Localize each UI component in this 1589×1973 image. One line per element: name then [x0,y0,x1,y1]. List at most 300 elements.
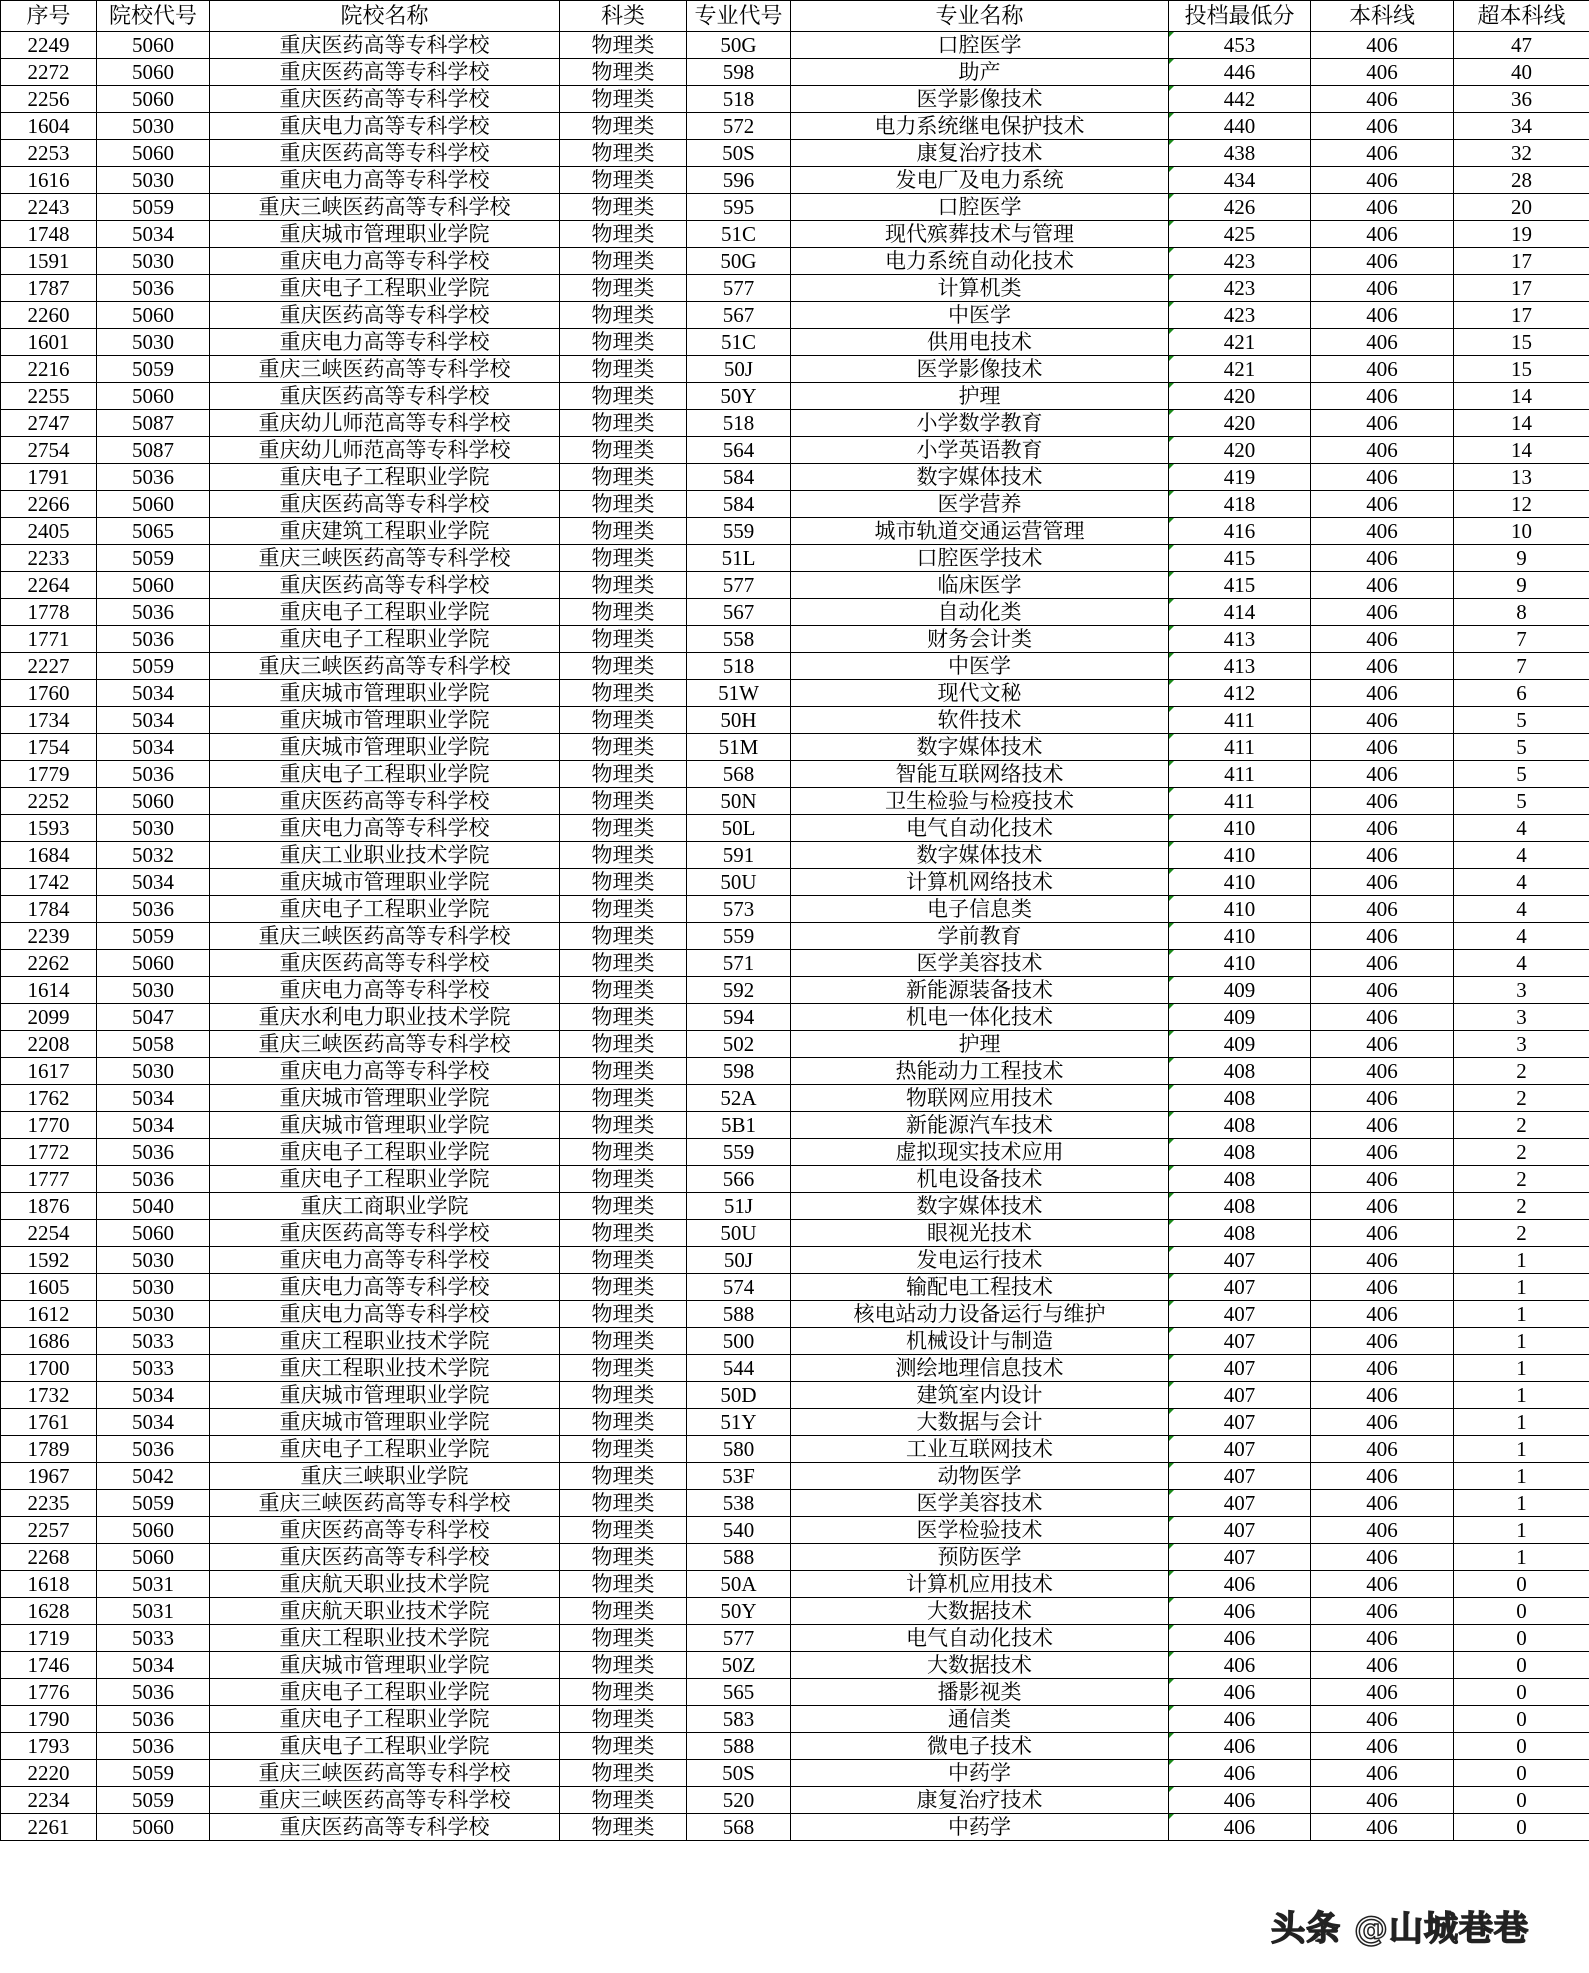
cell-above-cutoff: 9 [1454,572,1589,599]
cell-major-name: 软件技术 [791,707,1169,734]
cell-major-name: 康复治疗技术 [791,140,1169,167]
cell-min-score: 408 [1169,1058,1311,1085]
cell-category: 物理类 [560,1760,687,1787]
cell-category: 物理类 [560,1004,687,1031]
cell-above-cutoff: 3 [1454,1004,1589,1031]
cell-above-cutoff: 0 [1454,1814,1589,1841]
cell-school-name: 重庆电力高等专科学校 [210,1301,560,1328]
cell-min-score: 423 [1169,302,1311,329]
cell-major-name: 数字媒体技术 [791,464,1169,491]
cell-category: 物理类 [560,1274,687,1301]
cell-school-code: 5034 [97,707,210,734]
cell-min-score: 410 [1169,923,1311,950]
cell-category: 物理类 [560,1733,687,1760]
cell-school-code: 5042 [97,1463,210,1490]
cell-school-name: 重庆三峡医药高等专科学校 [210,1490,560,1517]
cell-major-code: 5B1 [687,1112,791,1139]
table-row [1,1301,1589,1328]
table-row [1,194,1589,221]
cell-school-code: 5030 [97,329,210,356]
cell-category: 物理类 [560,815,687,842]
cell-school-name: 重庆水利电力职业技术学院 [210,1004,560,1031]
table-row [1,653,1589,680]
cell-school-name: 重庆三峡医药高等专科学校 [210,545,560,572]
cell-school-name: 重庆医药高等专科学校 [210,1814,560,1841]
cell-major-code: 577 [687,1625,791,1652]
cell-seq: 1760 [1,680,97,707]
cell-category: 物理类 [560,1220,687,1247]
cell-category: 物理类 [560,653,687,680]
table-row [1,329,1589,356]
cell-school-code: 5036 [97,464,210,491]
cell-seq: 2262 [1,950,97,977]
cell-category: 物理类 [560,707,687,734]
cell-major-code: 584 [687,464,791,491]
cell-cutoff-line: 406 [1311,869,1454,896]
cell-min-score: 411 [1169,788,1311,815]
cell-cutoff-line: 406 [1311,248,1454,275]
cell-major-code: 51M [687,734,791,761]
cell-category: 物理类 [560,572,687,599]
cell-min-score: 406 [1169,1706,1311,1733]
cell-major-name: 中药学 [791,1814,1169,1841]
cell-school-code: 5059 [97,923,210,950]
cell-min-score: 442 [1169,86,1311,113]
cell-major-code: 567 [687,302,791,329]
cell-school-name: 重庆医药高等专科学校 [210,1544,560,1571]
cell-above-cutoff: 0 [1454,1787,1589,1814]
cell-cutoff-line: 406 [1311,761,1454,788]
table-row [1,356,1589,383]
cell-school-name: 重庆城市管理职业学院 [210,734,560,761]
cell-above-cutoff: 2 [1454,1166,1589,1193]
cell-category: 物理类 [560,1544,687,1571]
cell-category: 物理类 [560,1409,687,1436]
cell-category: 物理类 [560,1652,687,1679]
cell-seq: 2257 [1,1517,97,1544]
cell-above-cutoff: 3 [1454,1031,1589,1058]
cell-above-cutoff: 4 [1454,923,1589,950]
cell-min-score: 407 [1169,1274,1311,1301]
table-row [1,977,1589,1004]
cell-cutoff-line: 406 [1311,1733,1454,1760]
cell-min-score: 440 [1169,113,1311,140]
cell-major-code: 500 [687,1328,791,1355]
cell-category: 物理类 [560,950,687,977]
cell-above-cutoff: 1 [1454,1355,1589,1382]
table-row [1,1787,1589,1814]
cell-category: 物理类 [560,464,687,491]
cell-school-code: 5032 [97,842,210,869]
cell-min-score: 426 [1169,194,1311,221]
cell-major-name: 电气自动化技术 [791,815,1169,842]
cell-major-code: 583 [687,1706,791,1733]
cell-major-code: 50G [687,32,791,59]
cell-seq: 1779 [1,761,97,788]
cell-min-score: 446 [1169,59,1311,86]
cell-major-code: 50Z [687,1652,791,1679]
cell-above-cutoff: 5 [1454,761,1589,788]
cell-category: 物理类 [560,275,687,302]
cell-cutoff-line: 406 [1311,383,1454,410]
cell-school-code: 5030 [97,248,210,275]
cell-school-name: 重庆城市管理职业学院 [210,1085,560,1112]
cell-category: 物理类 [560,1166,687,1193]
cell-above-cutoff: 5 [1454,734,1589,761]
cell-school-name: 重庆电子工程职业学院 [210,275,560,302]
cell-major-name: 机电设备技术 [791,1166,1169,1193]
cell-above-cutoff: 15 [1454,329,1589,356]
cell-category: 物理类 [560,1193,687,1220]
cell-school-code: 5030 [97,1274,210,1301]
cell-seq: 1591 [1,248,97,275]
cell-major-name: 眼视光技术 [791,1220,1169,1247]
cell-school-code: 5060 [97,1544,210,1571]
cell-cutoff-line: 406 [1311,1760,1454,1787]
cell-above-cutoff: 34 [1454,113,1589,140]
column-header-school-code: 院校代号 [97,1,210,32]
cell-major-name: 中医学 [791,302,1169,329]
cell-major-code: 51L [687,545,791,572]
cell-school-name: 重庆三峡医药高等专科学校 [210,1787,560,1814]
cell-min-score: 406 [1169,1733,1311,1760]
table-row [1,275,1589,302]
cell-major-code: 540 [687,1517,791,1544]
cell-school-code: 5060 [97,572,210,599]
table-row [1,59,1589,86]
cell-major-name: 机械设计与制造 [791,1328,1169,1355]
cell-major-name: 物联网应用技术 [791,1085,1169,1112]
cell-category: 物理类 [560,977,687,1004]
cell-seq: 1593 [1,815,97,842]
cell-major-name: 数字媒体技术 [791,842,1169,869]
cell-seq: 1770 [1,1112,97,1139]
cell-school-name: 重庆医药高等专科学校 [210,950,560,977]
table-row [1,869,1589,896]
cell-major-code: 518 [687,410,791,437]
cell-school-name: 重庆电力高等专科学校 [210,977,560,1004]
cell-above-cutoff: 2 [1454,1085,1589,1112]
cell-major-name: 计算机应用技术 [791,1571,1169,1598]
cell-school-code: 5030 [97,815,210,842]
cell-min-score: 409 [1169,977,1311,1004]
cell-cutoff-line: 406 [1311,356,1454,383]
cell-cutoff-line: 406 [1311,1166,1454,1193]
cell-school-name: 重庆医药高等专科学校 [210,1517,560,1544]
cell-above-cutoff: 1 [1454,1328,1589,1355]
table-row [1,383,1589,410]
cell-seq: 2239 [1,923,97,950]
cell-school-code: 5034 [97,680,210,707]
cell-seq: 1791 [1,464,97,491]
cell-above-cutoff: 17 [1454,248,1589,275]
cell-major-code: 559 [687,923,791,950]
cell-category: 物理类 [560,680,687,707]
table-row [1,410,1589,437]
cell-school-name: 重庆三峡医药高等专科学校 [210,356,560,383]
cell-cutoff-line: 406 [1311,599,1454,626]
cell-major-code: 598 [687,59,791,86]
cell-above-cutoff: 4 [1454,842,1589,869]
cell-cutoff-line: 406 [1311,1490,1454,1517]
cell-school-name: 重庆电力高等专科学校 [210,1247,560,1274]
cell-school-name: 重庆医药高等专科学校 [210,302,560,329]
cell-major-name: 大数据技术 [791,1598,1169,1625]
cell-school-name: 重庆城市管理职业学院 [210,869,560,896]
cell-seq: 1778 [1,599,97,626]
cell-major-name: 现代殡葬技术与管理 [791,221,1169,248]
table-row [1,1247,1589,1274]
cell-school-code: 5060 [97,1814,210,1841]
cell-cutoff-line: 406 [1311,977,1454,1004]
cell-seq: 2256 [1,86,97,113]
cell-school-name: 重庆工商职业学院 [210,1193,560,1220]
cell-school-code: 5033 [97,1328,210,1355]
cell-above-cutoff: 4 [1454,869,1589,896]
cell-category: 物理类 [560,437,687,464]
cell-major-code: 594 [687,1004,791,1031]
cell-major-code: 577 [687,572,791,599]
cell-above-cutoff: 1 [1454,1247,1589,1274]
cell-school-name: 重庆幼儿师范高等专科学校 [210,437,560,464]
cell-cutoff-line: 406 [1311,1598,1454,1625]
cell-seq: 1719 [1,1625,97,1652]
cell-school-name: 重庆电子工程职业学院 [210,1436,560,1463]
cell-category: 物理类 [560,1436,687,1463]
cell-school-code: 5034 [97,1652,210,1679]
cell-school-name: 重庆医药高等专科学校 [210,572,560,599]
table-row [1,1355,1589,1382]
cell-major-name: 新能源汽车技术 [791,1112,1169,1139]
cell-cutoff-line: 406 [1311,1436,1454,1463]
cell-above-cutoff: 36 [1454,86,1589,113]
cell-major-name: 播影视类 [791,1679,1169,1706]
cell-school-name: 重庆三峡医药高等专科学校 [210,923,560,950]
cell-major-name: 财务会计类 [791,626,1169,653]
cell-major-code: 571 [687,950,791,977]
table-row [1,842,1589,869]
cell-seq: 1628 [1,1598,97,1625]
cell-major-name: 医学影像技术 [791,356,1169,383]
cell-major-name: 康复治疗技术 [791,1787,1169,1814]
cell-cutoff-line: 406 [1311,1004,1454,1031]
cell-cutoff-line: 406 [1311,410,1454,437]
cell-cutoff-line: 406 [1311,1301,1454,1328]
cell-seq: 1876 [1,1193,97,1220]
table-row [1,1409,1589,1436]
cell-major-code: 588 [687,1301,791,1328]
cell-cutoff-line: 406 [1311,1193,1454,1220]
cell-seq: 2254 [1,1220,97,1247]
cell-above-cutoff: 2 [1454,1112,1589,1139]
cell-cutoff-line: 406 [1311,518,1454,545]
cell-school-code: 5034 [97,1085,210,1112]
cell-category: 物理类 [560,1139,687,1166]
table-row [1,518,1589,545]
cell-major-name: 小学数学教育 [791,410,1169,437]
cell-major-code: 567 [687,599,791,626]
cell-min-score: 408 [1169,1220,1311,1247]
cell-category: 物理类 [560,248,687,275]
cell-school-code: 5031 [97,1571,210,1598]
cell-min-score: 434 [1169,167,1311,194]
cell-school-code: 5060 [97,32,210,59]
cell-seq: 2243 [1,194,97,221]
cell-cutoff-line: 406 [1311,302,1454,329]
cell-above-cutoff: 7 [1454,653,1589,680]
table-row [1,1436,1589,1463]
cell-major-code: 568 [687,761,791,788]
cell-major-code: 544 [687,1355,791,1382]
cell-cutoff-line: 406 [1311,86,1454,113]
cell-cutoff-line: 406 [1311,707,1454,734]
table-row [1,680,1589,707]
cell-school-code: 5036 [97,896,210,923]
cell-above-cutoff: 32 [1454,140,1589,167]
cell-cutoff-line: 406 [1311,1544,1454,1571]
cell-major-name: 卫生检验与检疫技术 [791,788,1169,815]
cell-school-code: 5030 [97,167,210,194]
cell-above-cutoff: 14 [1454,437,1589,464]
cell-category: 物理类 [560,1247,687,1274]
cell-min-score: 421 [1169,356,1311,383]
cell-above-cutoff: 4 [1454,815,1589,842]
cell-seq: 1732 [1,1382,97,1409]
cell-major-name: 数字媒体技术 [791,1193,1169,1220]
cell-major-name: 建筑室内设计 [791,1382,1169,1409]
cell-min-score: 415 [1169,572,1311,599]
cell-category: 物理类 [560,1517,687,1544]
cell-seq: 2234 [1,1787,97,1814]
cell-school-code: 5031 [97,1598,210,1625]
cell-min-score: 408 [1169,1139,1311,1166]
watermark: 头条 @山城巷巷 [1271,1909,1529,1949]
cell-category: 物理类 [560,1787,687,1814]
cell-min-score: 407 [1169,1463,1311,1490]
cell-seq: 2405 [1,518,97,545]
table-row [1,1274,1589,1301]
cell-above-cutoff: 2 [1454,1220,1589,1247]
cell-cutoff-line: 406 [1311,437,1454,464]
cell-school-code: 5030 [97,1247,210,1274]
cell-seq: 1776 [1,1679,97,1706]
cell-min-score: 410 [1169,869,1311,896]
cell-major-code: 559 [687,518,791,545]
cell-above-cutoff: 0 [1454,1625,1589,1652]
table-row [1,221,1589,248]
cell-major-name: 医学美容技术 [791,950,1169,977]
cell-school-name: 重庆电子工程职业学院 [210,896,560,923]
cell-major-name: 医学营养 [791,491,1169,518]
cell-school-name: 重庆三峡医药高等专科学校 [210,1760,560,1787]
cell-min-score: 420 [1169,383,1311,410]
cell-cutoff-line: 406 [1311,1463,1454,1490]
cell-major-code: 518 [687,653,791,680]
cell-above-cutoff: 14 [1454,383,1589,410]
cell-above-cutoff: 1 [1454,1382,1589,1409]
cell-school-code: 5060 [97,1517,210,1544]
cell-major-name: 城市轨道交通运营管理 [791,518,1169,545]
cell-school-name: 重庆电子工程职业学院 [210,761,560,788]
cell-seq: 2747 [1,410,97,437]
cell-major-code: 598 [687,1058,791,1085]
table-row [1,1706,1589,1733]
cell-school-code: 5065 [97,518,210,545]
cell-category: 物理类 [560,545,687,572]
cell-school-name: 重庆医药高等专科学校 [210,788,560,815]
cell-cutoff-line: 406 [1311,572,1454,599]
cell-category: 物理类 [560,1598,687,1625]
table-row [1,1085,1589,1112]
cell-cutoff-line: 406 [1311,1706,1454,1733]
table-row [1,113,1589,140]
cell-school-code: 5036 [97,275,210,302]
cell-school-name: 重庆电力高等专科学校 [210,113,560,140]
cell-school-code: 5059 [97,1760,210,1787]
cell-major-name: 大数据与会计 [791,1409,1169,1436]
cell-above-cutoff: 0 [1454,1733,1589,1760]
cell-school-code: 5060 [97,491,210,518]
cell-seq: 1700 [1,1355,97,1382]
cell-cutoff-line: 406 [1311,221,1454,248]
cell-seq: 2255 [1,383,97,410]
cell-school-code: 5033 [97,1625,210,1652]
cell-above-cutoff: 2 [1454,1139,1589,1166]
cell-category: 物理类 [560,32,687,59]
table-row [1,302,1589,329]
cell-seq: 1748 [1,221,97,248]
cell-school-name: 重庆电子工程职业学院 [210,1733,560,1760]
cell-major-name: 现代文秘 [791,680,1169,707]
cell-category: 物理类 [560,329,687,356]
cell-seq: 1601 [1,329,97,356]
cell-major-name: 动物医学 [791,1463,1169,1490]
table-row [1,491,1589,518]
cell-major-name: 计算机网络技术 [791,869,1169,896]
cell-major-name: 医学检验技术 [791,1517,1169,1544]
cell-above-cutoff: 19 [1454,221,1589,248]
cell-above-cutoff: 8 [1454,599,1589,626]
cell-above-cutoff: 1 [1454,1544,1589,1571]
cell-category: 物理类 [560,626,687,653]
cell-seq: 1967 [1,1463,97,1490]
cell-min-score: 453 [1169,32,1311,59]
cell-above-cutoff: 2 [1454,1193,1589,1220]
cell-school-name: 重庆工业职业技术学院 [210,842,560,869]
cell-seq: 1618 [1,1571,97,1598]
cell-cutoff-line: 406 [1311,1787,1454,1814]
cell-min-score: 419 [1169,464,1311,491]
cell-cutoff-line: 406 [1311,680,1454,707]
cell-min-score: 406 [1169,1571,1311,1598]
cell-school-name: 重庆医药高等专科学校 [210,383,560,410]
cell-school-code: 5087 [97,410,210,437]
cell-school-code: 5036 [97,1166,210,1193]
cell-above-cutoff: 4 [1454,896,1589,923]
cell-category: 物理类 [560,383,687,410]
cell-category: 物理类 [560,113,687,140]
cell-major-code: 50N [687,788,791,815]
cell-cutoff-line: 406 [1311,815,1454,842]
cell-above-cutoff: 5 [1454,788,1589,815]
cell-category: 物理类 [560,1328,687,1355]
cell-school-code: 5036 [97,626,210,653]
table-row [1,1733,1589,1760]
cell-cutoff-line: 406 [1311,545,1454,572]
cell-cutoff-line: 406 [1311,1517,1454,1544]
cell-above-cutoff: 17 [1454,275,1589,302]
table-row [1,1760,1589,1787]
